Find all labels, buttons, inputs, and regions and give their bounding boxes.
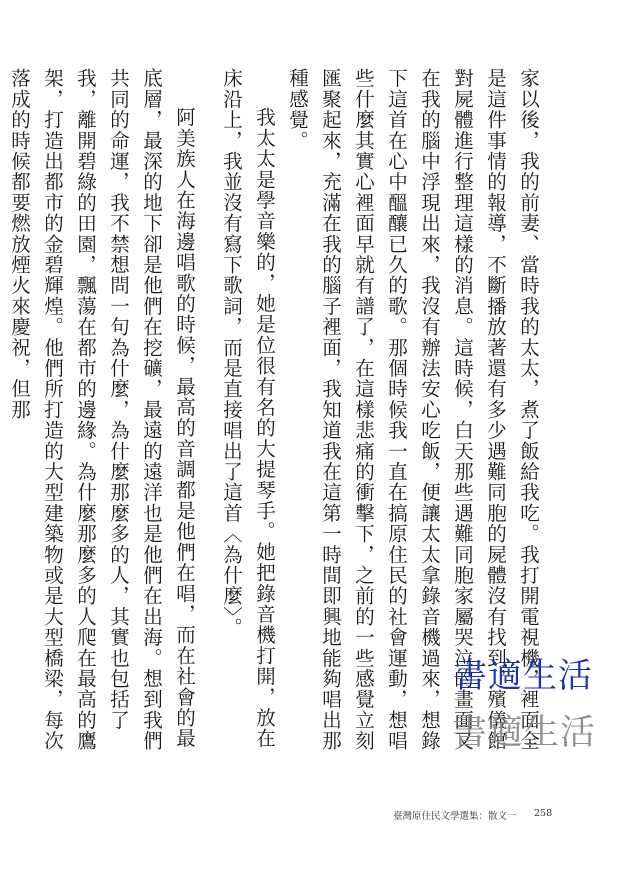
paragraph-2: 我太太是學音樂的，她是位很有名的大提琴手。她把錄音機打開，放在床沿上，我並沒有寫下歌詞，而是直接唱出了這首〈為什麼〉。 (220, 68, 276, 749)
watermark-gray: 書適生活 (452, 713, 597, 753)
watermark-blue: 書適生活 (453, 656, 593, 696)
paragraph-1: 家以後，我的前妻、當時我的太太，煮了飯給我吃。我打開電視機，裡面全是這件事情的報導，不斷播放著還有多少遇難同胞的屍體沒有找到，殯儀館對屍體進行整理這樣的消息。這時候，白天那些遇難同胞家屬哭泣的畫面又在我的腦中浮現出來，我沒有辦法安心吃飯，便讓太太拿錄音機過來，想錄下這首在心中醞釀已久的歌。那個時候我一直在搞原住民的社會運動，想唱些什麼其實心裡面早就有譜了，在這樣悲痛的衝擊下，之前的一些感覺立刻匯聚起來，充滿在我的腦子裡面，我知道我在這第一時間即興地能夠唱出那種感覺。 (286, 68, 540, 752)
footer-page-number: 258 (534, 808, 553, 819)
paragraph-3: 阿美族人在海邊唱歌的時候，最高的音調都是他們在唱，而在社會的最底層，最深的地下卻是他們在挖礦，最遠的遠洋也是他們在出海。想到我們共同的命運，我不禁想問一句為什麼，為什麼那麼多的人，其實也包括了我，離開碧綠的田園，飄蕩在都市的邊緣。為什麼那麼多的人爬在最高的鷹架，打造出都市的金碧輝煌。他們所打造的大型建築物或是大型橋梁，每次落成的時候都要燃放煙火來慶祝，但那 (8, 68, 196, 752)
footer-book-title: 臺灣原住民文學選集：散文一 (393, 811, 517, 822)
